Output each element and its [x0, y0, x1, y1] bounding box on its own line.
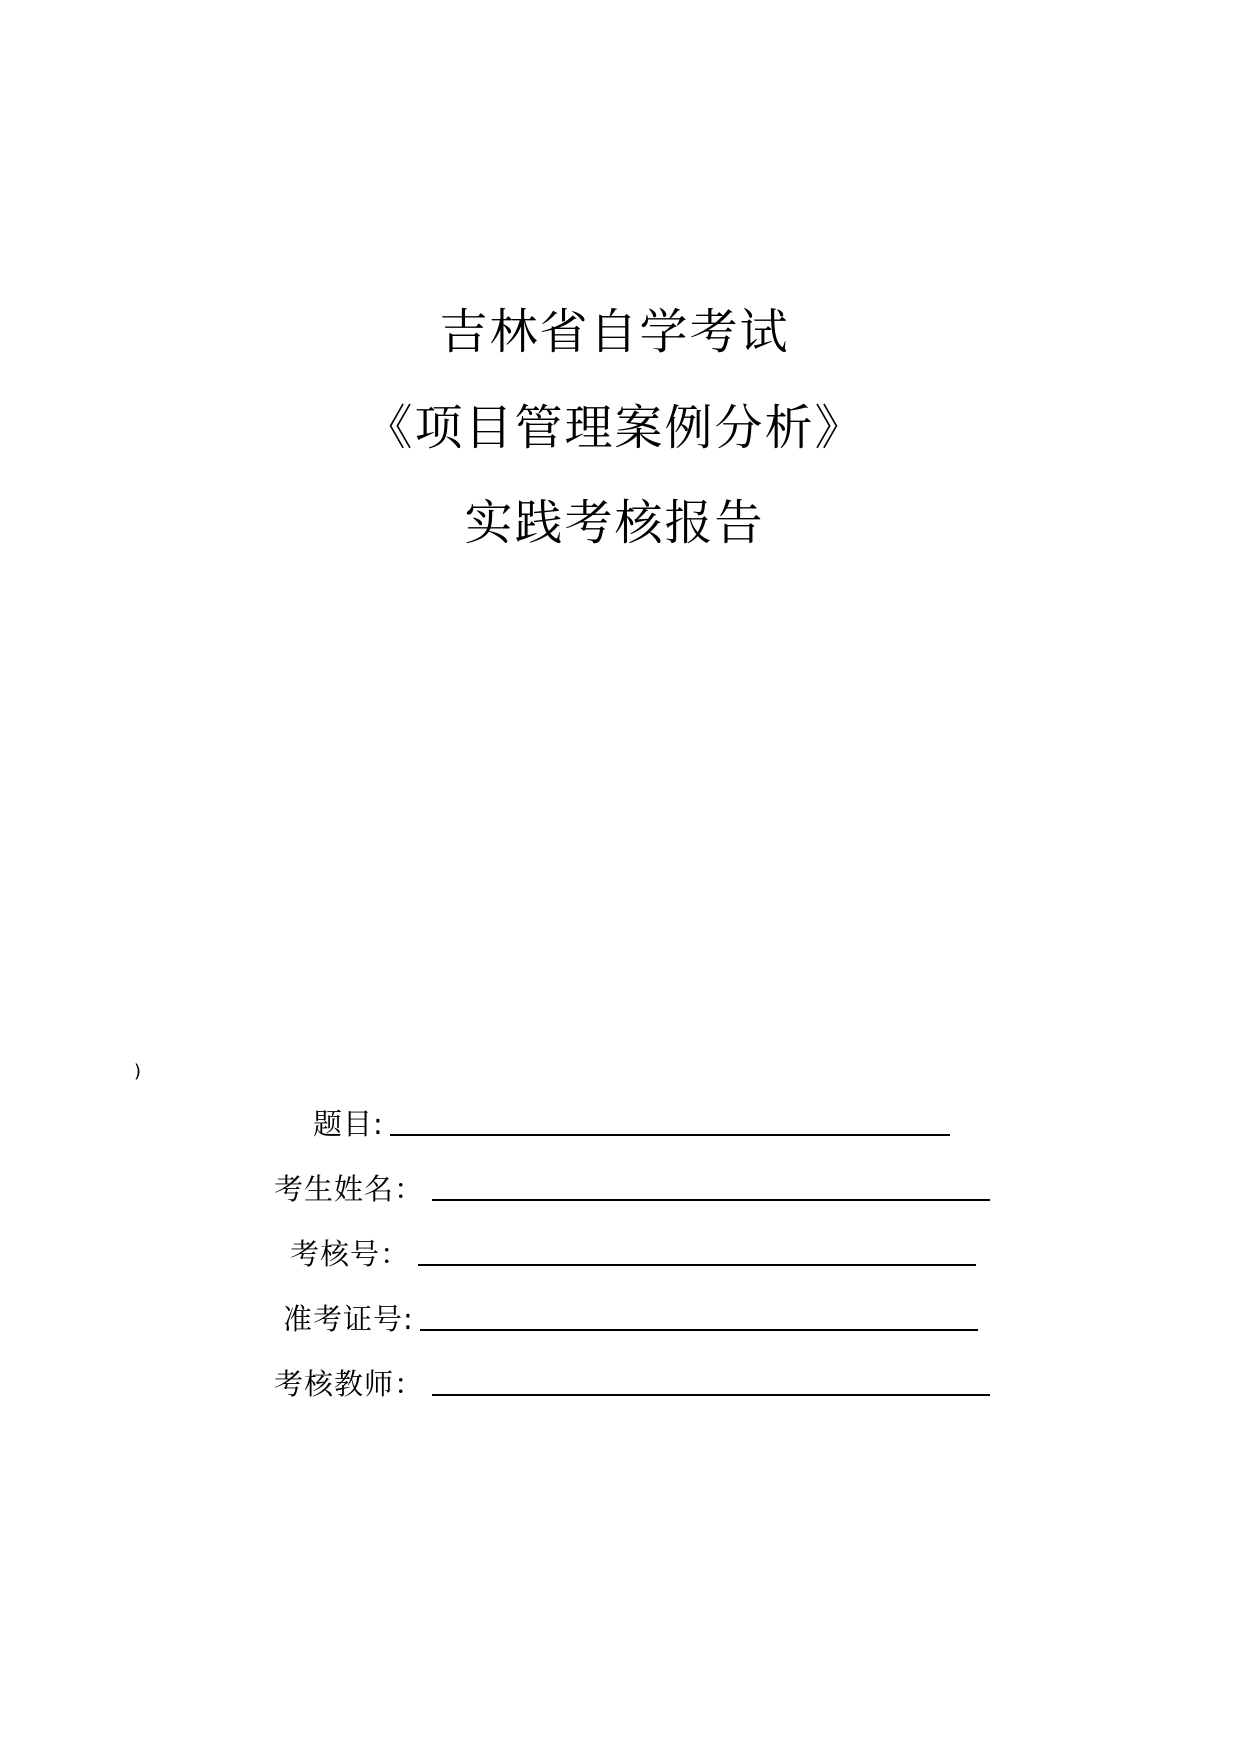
title-report-type: 实践考核报告	[464, 495, 765, 551]
admission-ticket-label: 准考证号:	[283, 1302, 414, 1336]
admission-ticket-field	[283, 1297, 978, 1337]
topic-label: 题目:	[313, 1107, 384, 1141]
topic-field	[313, 1102, 950, 1142]
title-course-name: 《项目管理案例分析》	[364, 400, 865, 456]
exam-number-blank-line[interactable]	[418, 1264, 976, 1266]
admission-ticket-blank-line[interactable]	[420, 1329, 978, 1331]
candidate-name-field	[274, 1167, 990, 1207]
exam-number-label: 考核号：	[290, 1237, 411, 1271]
topic-blank-line[interactable]	[390, 1134, 950, 1136]
stray-parenthesis-mark: )	[134, 1061, 142, 1082]
exam-number-field	[290, 1232, 976, 1272]
candidate-name-label: 考生姓名：	[274, 1172, 425, 1206]
examiner-field	[274, 1362, 990, 1402]
examiner-label: 考核教师：	[274, 1367, 425, 1401]
candidate-name-blank-line[interactable]	[432, 1199, 990, 1201]
examiner-blank-line[interactable]	[432, 1394, 990, 1396]
title-exam-name: 吉林省自学考试	[439, 304, 790, 360]
